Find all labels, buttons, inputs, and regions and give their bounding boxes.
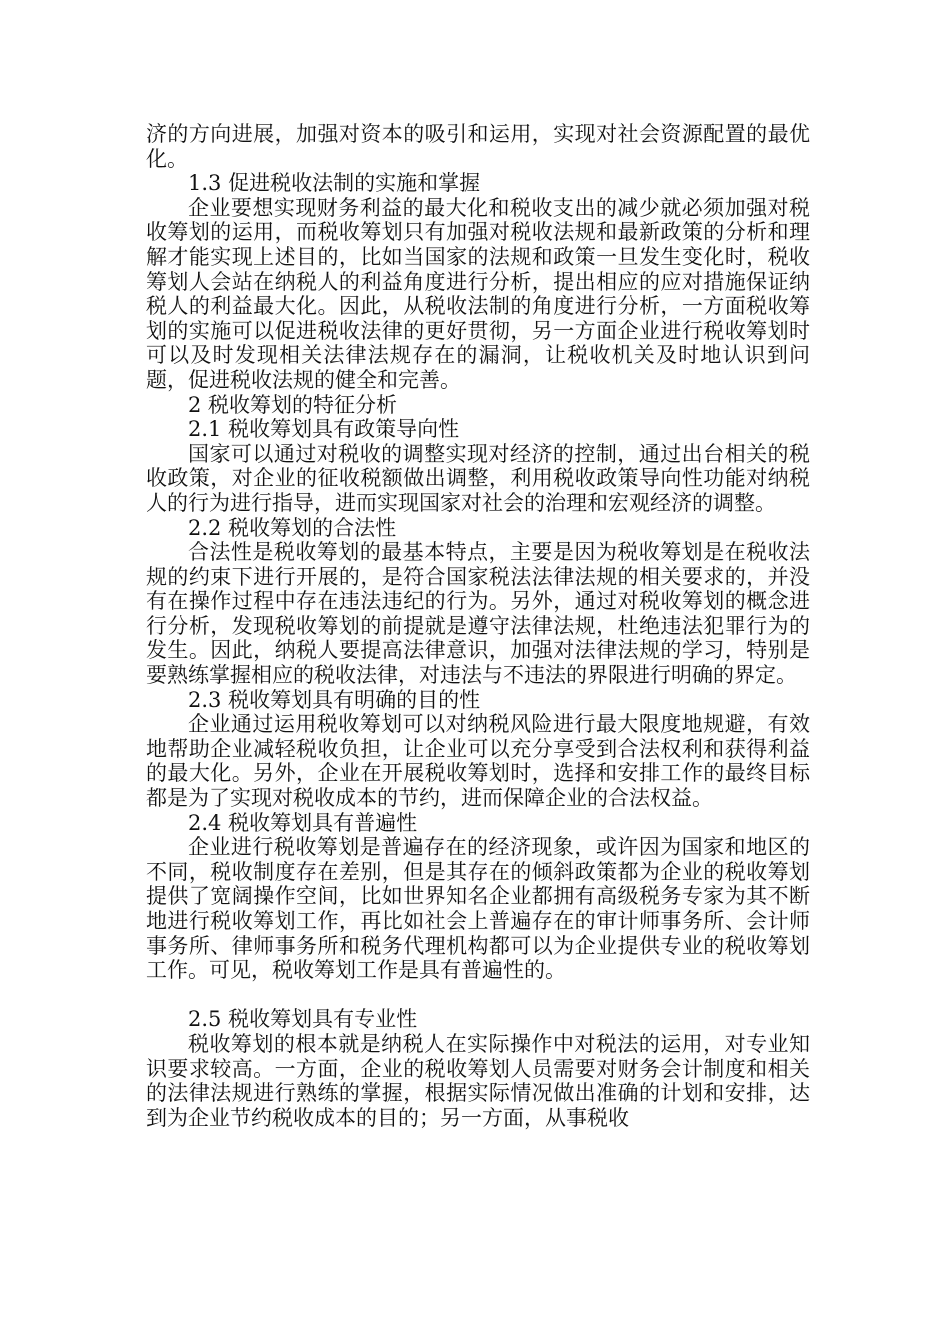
heading-2-1: 2.1 税收筹划具有政策导向性 (188, 417, 460, 442)
paragraph-continuation: 济的方向进展，加强对资本的吸引和运用，实现对社会资源配置的最优化。 (146, 122, 810, 171)
document-body (146, 122, 810, 1130)
heading-2-5: 2.5 税收筹划具有专业性 (188, 1007, 418, 1032)
heading-1-3: 1.3 促进税收法制的实施和掌握 (188, 171, 481, 196)
heading-2-2: 2.2 税收筹划的合法性 (188, 515, 397, 540)
paragraph-2-5: 税收筹划的根本就是纳税人在实际操作中对税法的运用，对专业知识要求较高。一方面，企业的税收筹划人员需要对财务会计制度和相关的法律法规进行熟练的掌握，根据实际情况做出准确的计划和安排，达到为企业节约税收成本的目的；另一方面，从事税收 (146, 1031, 810, 1130)
heading-2-4: 2.4 税收筹划具有普遍性 (188, 810, 418, 835)
paragraph-2-3: 企业通过运用税收筹划可以对纳税风险进行最大限度地规避，有效地帮助企业减轻税收负担，让企业可以充分享受到合法权利和获得利益的最大化。另外，企业在开展税收筹划时，选择和安排工作的最终目标都是为了实现对税收成本的节约，进而保障企业的合法权益。 (146, 712, 810, 811)
heading-2: 2 税收筹划的特征分析 (188, 392, 398, 417)
paragraph-2-2: 合法性是税收筹划的最基本特点，主要是因为税收筹划是在税收法规的约束下进行开展的，是符合国家税法法律法规的相关要求的，并没有在操作过程中存在违法违纪的行为。另外，通过对税收筹划的概念进行分析，发现税收筹划的前提就是遵守法律法规，杜绝违法犯罪行为的发生。因此，纳税人要提高法律意识，加强对法律法规的学习，特别是要熟练掌握相应的税收法律，对违法与不违法的界限进行明确的界定。 (146, 540, 810, 688)
paragraph-2-1: 国家可以通过对税收的调整实现对经济的控制，通过出台相关的税收政策，对企业的征收税额做出调整，利用税收政策导向性功能对纳税人的行为进行指导，进而实现国家对社会的治理和宏观经济的调整。 (146, 441, 810, 515)
paragraph-2-4: 企业进行税收筹划是普遍存在的经济现象，或许因为国家和地区的不同，税收制度存在差别，但是其存在的倾斜政策都为企业的税收筹划提供了宽阔操作空间，比如世界知名企业都拥有高级税务专家为其不断地进行税收筹划工作，再比如社会上普遍存在的审计师事务所、会计师事务所、律师事务所和税务代理机构都可以为企业提供专业的税收筹划工作。可见，税收筹划工作是具有普遍性的。 (146, 835, 810, 983)
paragraph-1-3: 企业要想实现财务利益的最大化和税收支出的减少就必须加强对税收筹划的运用，而税收筹划只有加强对税收法规和最新政策的分析和理解才能实现上述目的，比如当国家的法规和政策一旦发生变化时，税收筹划人会站在纳税人的利益角度进行分析，提出相应的应对措施保证纳税人的利益最大化。因此，从税收法制的角度进行分析，一方面税收筹划的实施可以促进税收法律的更好贯彻，另一方面企业进行税收筹划时可以及时发现相关法律法规存在的漏洞，让税收机关及时地认识到问题，促进税收法规的健全和完善。 (146, 195, 810, 392)
paragraph-spacer (146, 983, 810, 1008)
heading-2-3: 2.3 税收筹划具有明确的目的性 (188, 687, 481, 712)
